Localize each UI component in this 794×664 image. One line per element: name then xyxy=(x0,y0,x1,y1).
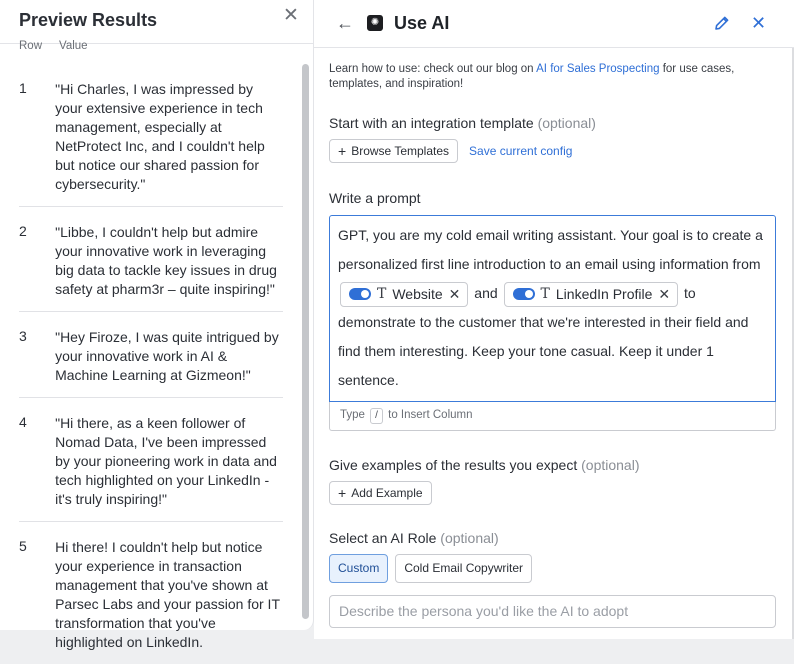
examples-actions xyxy=(329,481,777,505)
openai-logo-icon: ✺ xyxy=(367,15,383,31)
optional-tag: (optional) xyxy=(440,530,499,546)
close-icon[interactable]: ✕ xyxy=(448,285,461,302)
preview-header xyxy=(0,0,313,44)
save-config-link[interactable]: Save current config xyxy=(469,144,573,158)
row-value: "Hi Charles, I was impressed by your extensive experience in tech management, especially at NetProtect Inc, and I couldn't help but notice our shared passion for cybersecurity." xyxy=(55,81,265,192)
table-row xyxy=(19,64,283,207)
optional-tag: (optional) xyxy=(581,457,640,473)
preview-results-panel xyxy=(0,0,314,650)
plus-icon: + xyxy=(338,485,347,501)
hint-text: Type xyxy=(340,409,365,421)
template-section-label xyxy=(329,115,777,131)
preview-scrollbar[interactable] xyxy=(300,62,310,622)
column-chip-website[interactable] xyxy=(340,282,468,307)
arrow-left-icon[interactable]: ← xyxy=(336,13,354,33)
examples-label: Give examples of the results you expect xyxy=(329,457,578,473)
row-number: 2 xyxy=(19,223,27,239)
prompt-text: and xyxy=(474,285,498,301)
role-section-label xyxy=(329,530,777,546)
panel-content xyxy=(329,48,777,628)
table-row xyxy=(19,522,283,664)
hint-text: to Insert Column xyxy=(388,409,473,421)
learn-how-text xyxy=(329,62,777,92)
row-number: 4 xyxy=(19,414,27,430)
examples-section-label xyxy=(329,457,777,473)
slash-key: / xyxy=(370,408,383,424)
row-value: "Hey Firoze, I was quite intrigued by your innovative work in AI & Machine Learning at Gizmeon!" xyxy=(55,329,279,383)
prompt-text: GPT, you are my cold email writing assistant. Your goal is to create a personalized first line introduction to an email using information from xyxy=(338,227,763,272)
row-value: "Hi there, as a keen follower of Nomad Data, I've been impressed by your pioneering work in data and tech highlighted on your LinkedIn - it's truly inspiring!" xyxy=(55,415,277,507)
panel-title: Use AI xyxy=(394,13,450,33)
pencil-icon[interactable] xyxy=(713,14,731,32)
chip-label: Website xyxy=(392,285,443,302)
table-row xyxy=(19,398,283,522)
results-list xyxy=(0,64,300,664)
learn-prefix: Learn how to use: xyxy=(329,63,421,75)
role-options xyxy=(329,554,777,583)
use-ai-panel xyxy=(314,0,794,639)
add-example-button[interactable] xyxy=(329,481,432,505)
text-type-icon: T xyxy=(377,285,387,302)
browse-templates-label: Browse Templates xyxy=(351,144,450,158)
prompt-editor[interactable] xyxy=(329,215,776,402)
row-number: 1 xyxy=(19,80,27,96)
table-row xyxy=(19,312,283,398)
role-custom-button[interactable]: Custom xyxy=(329,554,388,583)
insert-column-hint xyxy=(329,402,776,431)
persona-input[interactable]: Describe the persona you'd like the AI to adopt xyxy=(329,595,776,628)
optional-tag: (optional) xyxy=(537,115,596,131)
prompt-text: to demonstrate to the customer that we're interested in their field and find them interesting. Keep your tone casual. Keep it under 1 sentence. xyxy=(338,285,749,388)
row-value: "Libbe, I couldn't help but admire your innovative work in leveraging big data to tackle key issues in drug safety at pharm3r – quite inspiring!" xyxy=(55,224,277,297)
browse-templates-button[interactable] xyxy=(329,139,458,163)
chip-label: LinkedIn Profile xyxy=(555,285,653,302)
row-number: 5 xyxy=(19,538,27,554)
close-icon[interactable]: ✕ xyxy=(283,5,299,26)
prompt-label: Write a prompt xyxy=(329,190,421,206)
row-number: 3 xyxy=(19,328,27,344)
column-header-row: Row xyxy=(19,40,43,52)
add-example-label: Add Example xyxy=(351,486,423,500)
role-label: Select an AI Role xyxy=(329,530,437,546)
column-header-value: Value xyxy=(59,40,88,52)
scrollbar-thumb[interactable] xyxy=(302,64,309,619)
row-value: Hi there! I couldn't help but notice your experience in transaction management that you've shown at Parsec Labs and your passion for IT transformation that you've highlighted on LinkedIn. xyxy=(55,539,280,650)
role-cold-email-button[interactable]: Cold Email Copywriter xyxy=(395,554,532,583)
blog-link[interactable]: AI for Sales Prospecting xyxy=(536,63,660,75)
close-icon[interactable]: ✕ xyxy=(658,285,671,302)
toggle-icon[interactable] xyxy=(513,288,535,300)
preview-title: Preview Results xyxy=(19,10,158,30)
column-chip-linkedin[interactable] xyxy=(504,282,679,307)
template-actions xyxy=(329,139,777,163)
plus-icon: + xyxy=(338,143,347,159)
toggle-icon[interactable] xyxy=(349,288,371,300)
panel-header xyxy=(314,0,794,48)
template-label: Start with an integration template xyxy=(329,115,534,131)
text-type-icon: T xyxy=(540,285,550,302)
table-row xyxy=(19,207,283,312)
learn-text: check out our blog on xyxy=(420,63,537,75)
learn-text-suffix: for use cases, templates, and inspiration! xyxy=(329,63,735,90)
close-icon[interactable]: ✕ xyxy=(751,13,767,33)
